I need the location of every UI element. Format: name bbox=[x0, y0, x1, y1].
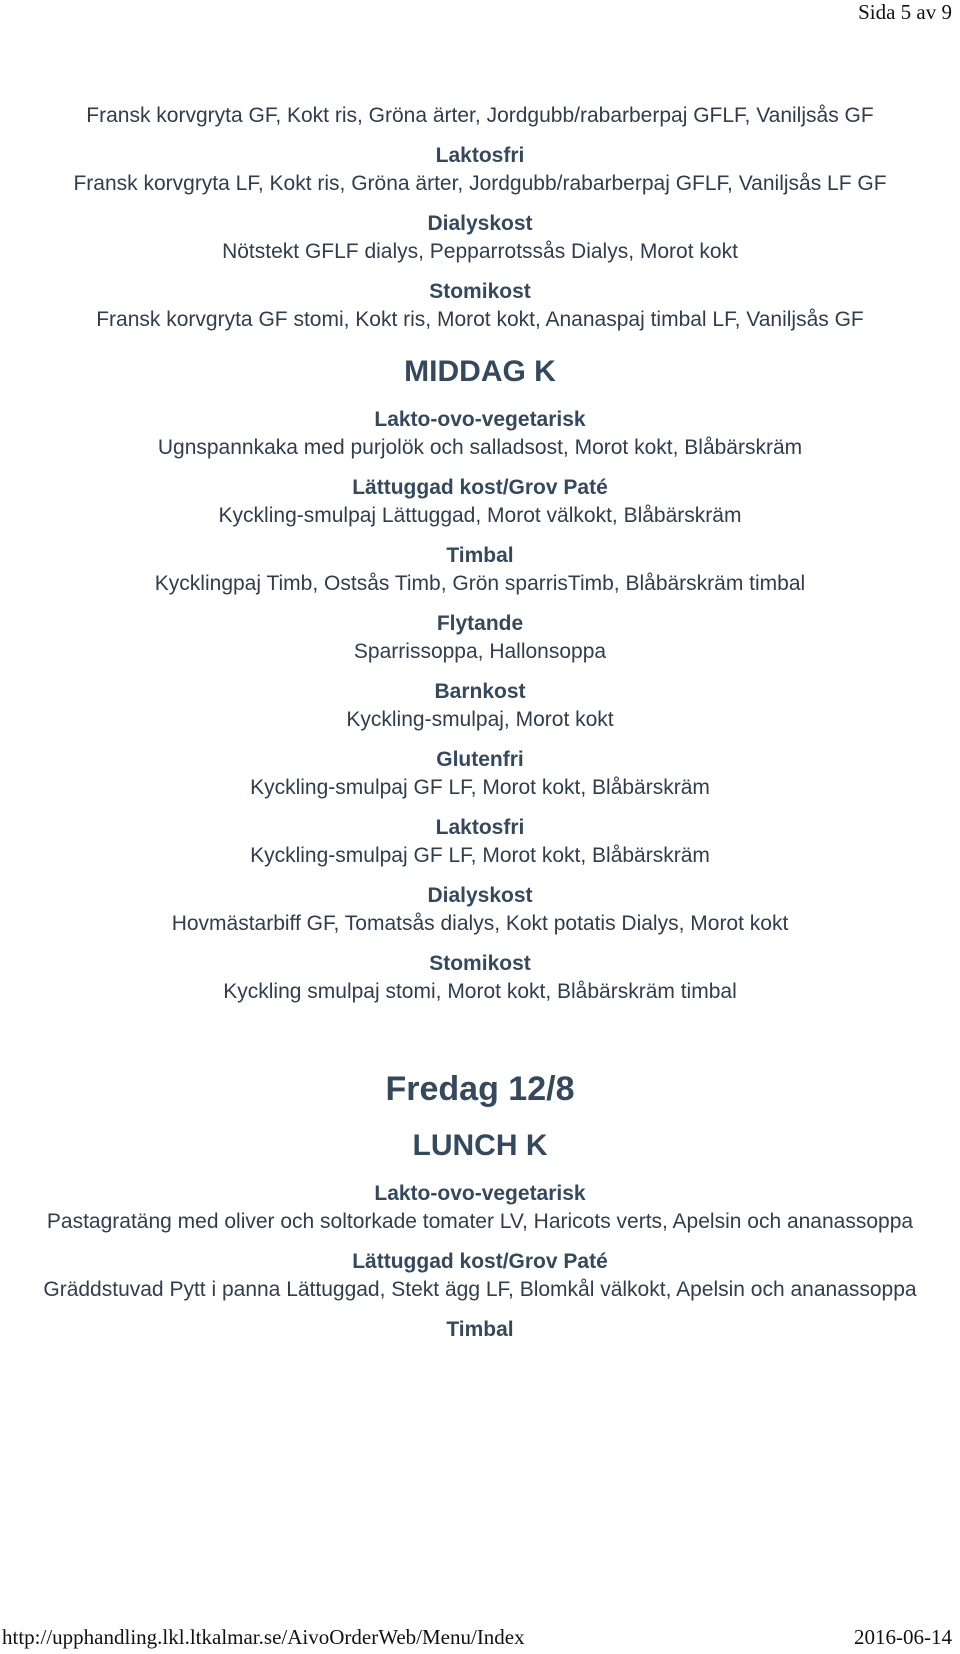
diet-label: Timbal bbox=[446, 544, 514, 567]
diet-label: Lakto-ovo-vegetarisk bbox=[374, 1182, 586, 1205]
day-title: Fredag 12/8 bbox=[385, 1070, 575, 1108]
menu-line: Ugnspannkaka med purjolök och salladsost, Morot kokt, Blåbärskräm bbox=[157, 436, 803, 459]
diet-label: Dialyskost bbox=[427, 212, 533, 235]
diet-label: Glutenfri bbox=[436, 748, 524, 771]
footer-date: 2016-06-14 bbox=[854, 1625, 952, 1649]
page-number: Sida 5 av 9 bbox=[858, 0, 952, 24]
menu-line: Kyckling-smulpaj GF LF, Morot kokt, Blåbärskräm bbox=[250, 776, 710, 799]
meal-title: LUNCH K bbox=[412, 1129, 548, 1162]
menu-line: Kyckling-smulpaj, Morot kokt bbox=[346, 708, 614, 731]
menu-line: Gräddstuvad Pytt i panna Lättuggad, Stekt ägg LF, Blomkål välkokt, Apelsin och ananassoppa bbox=[43, 1278, 917, 1301]
menu-line: Sparrissoppa, Hallonsoppa bbox=[353, 640, 607, 663]
diet-label: Timbal bbox=[446, 1318, 514, 1341]
diet-label: Dialyskost bbox=[427, 884, 533, 907]
diet-label: Lättuggad kost/Grov Paté bbox=[352, 1250, 608, 1273]
diet-label: Laktosfri bbox=[435, 816, 525, 839]
menu-line: Kyckling-smulpaj GF LF, Morot kokt, Blåbärskräm bbox=[250, 844, 710, 867]
menu-line: Hovmästarbiff GF, Tomatsås dialys, Kokt potatis Dialys, Morot kokt bbox=[171, 912, 789, 935]
diet-label: Flytande bbox=[436, 612, 524, 635]
diet-label: Stomikost bbox=[429, 952, 531, 975]
menu-line: Fransk korvgryta GF stomi, Kokt ris, Morot kokt, Ananaspaj timbal LF, Vaniljsås GF bbox=[96, 308, 864, 331]
diet-label: Lättuggad kost/Grov Paté bbox=[352, 476, 608, 499]
menu-line: Fransk korvgryta GF, Kokt ris, Gröna ärter, Jordgubb/rabarberpaj GFLF, Vaniljsås GF bbox=[86, 104, 874, 127]
diet-label: Laktosfri bbox=[435, 144, 525, 167]
diet-label: Barnkost bbox=[434, 680, 526, 703]
menu-line: Kycklingpaj Timb, Ostsås Timb, Grön sparrisTimb, Blåbärskräm timbal bbox=[154, 572, 806, 595]
menu-content bbox=[40, 102, 920, 1344]
menu-line: Kyckling-smulpaj Lättuggad, Morot välkokt, Blåbärskräm bbox=[218, 504, 742, 527]
menu-line: Kyckling smulpaj stomi, Morot kokt, Blåbärskräm timbal bbox=[223, 980, 737, 1003]
menu-line: Fransk korvgryta LF, Kokt ris, Gröna ärter, Jordgubb/rabarberpaj GFLF, Vaniljsås LF GF bbox=[73, 172, 887, 195]
diet-label: Lakto-ovo-vegetarisk bbox=[374, 408, 586, 431]
diet-label: Stomikost bbox=[429, 280, 531, 303]
menu-line: Nötstekt GFLF dialys, Pepparrotssås Dialys, Morot kokt bbox=[222, 240, 738, 263]
footer-url: http://upphandling.lkl.ltkalmar.se/AivoOrderWeb/Menu/Index bbox=[2, 1625, 525, 1649]
meal-title: MIDDAG K bbox=[404, 355, 556, 388]
menu-line: Pastagratäng med oliver och soltorkade tomater LV, Haricots verts, Apelsin och ananassoppa bbox=[46, 1210, 914, 1233]
page-footer bbox=[0, 1624, 960, 1654]
